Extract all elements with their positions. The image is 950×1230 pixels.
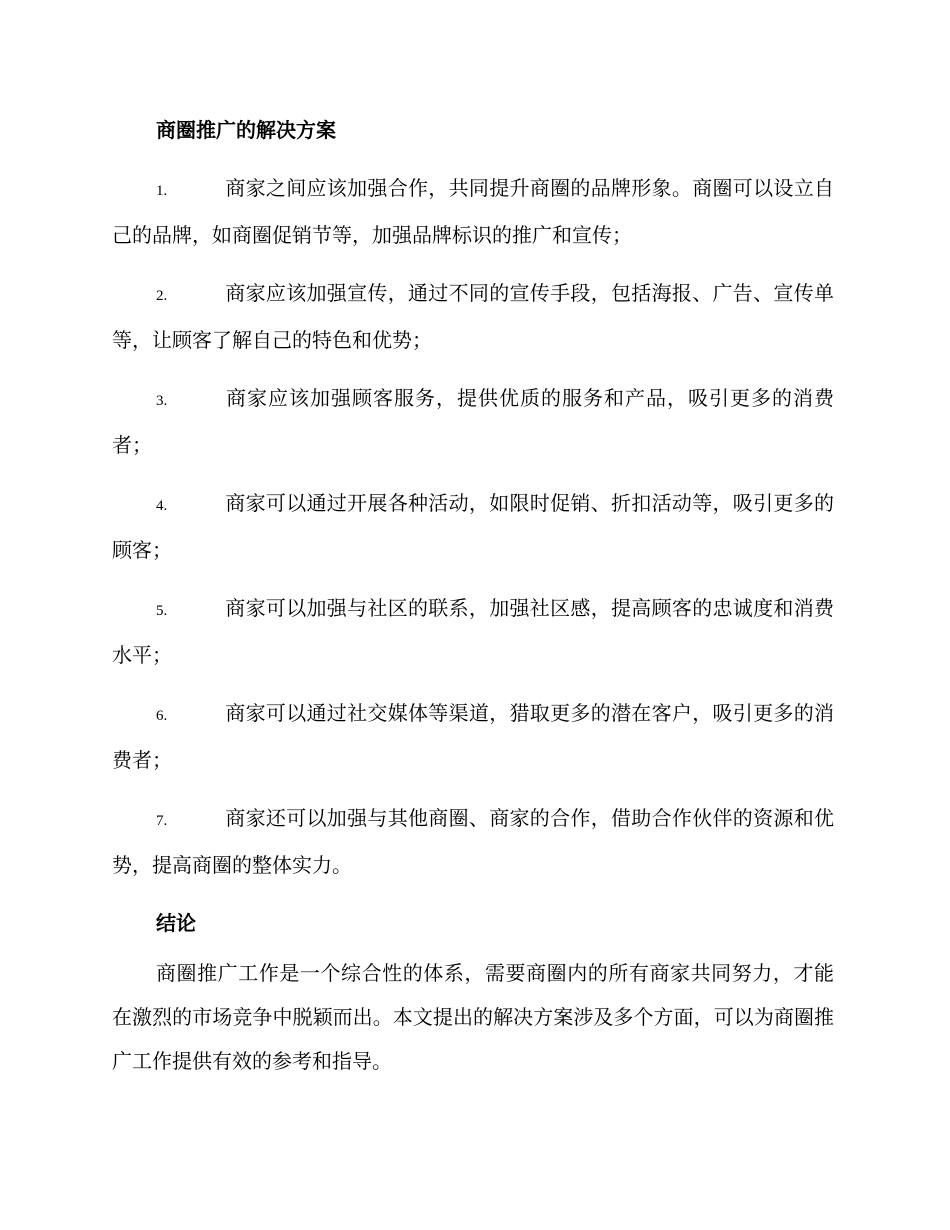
list-item-text: 商家可以通过开展各种活动，如限时促销、折扣活动等，吸引更多的顾客； [112,491,834,562]
list-item-text: 商家可以通过社交媒体等渠道，猎取更多的潜在客户，吸引更多的消费者； [112,701,834,772]
list-item-number: 1. [156,183,168,199]
list-item-text: 商家还可以加强与其他商圈、商家的合作，借助合作伙伴的资源和优势，提高商圈的整体实力。 [112,806,834,877]
list-item [112,271,834,362]
list-item [112,691,834,782]
conclusion-heading: 结论 [156,911,196,935]
list-item-number: 3. [156,393,168,409]
list-item [112,166,834,257]
list-item-number: 5. [156,603,168,619]
list-item [112,376,834,467]
list-item [112,796,834,887]
list-item-text: 商家应该加强顾客服务，提供优质的服务和产品，吸引更多的消费者； [112,386,834,457]
list-item [112,586,834,677]
section-heading: 商圈推广的解决方案 [156,118,336,142]
list-item-number: 6. [156,708,168,724]
list-item-number: 7. [156,813,168,829]
list-item-number: 4. [156,498,168,514]
list-item-number: 2. [156,288,168,304]
conclusion-paragraph: 商圈推广工作是一个综合性的体系，需要商圈内的所有商家共同努力，才能在激烈的市场竞争中脱颖而出。本文提出的解决方案涉及多个方面，可以为商圈推广工作提供有效的参考和指导。 [112,961,834,1073]
document-page [112,108,834,1083]
list-item-text: 商家之间应该加强合作，共同提升商圈的品牌形象。商圈可以设立自己的品牌，如商圈促销节等，加强品牌标识的推广和宣传； [112,176,834,247]
list-item-text: 商家应该加强宣传，通过不同的宣传手段，包括海报、广告、宣传单等，让顾客了解自己的特色和优势； [112,281,834,352]
list-item-text: 商家可以加强与社区的联系，加强社区感，提高顾客的忠诚度和消费水平； [112,596,834,667]
list-item [112,481,834,572]
